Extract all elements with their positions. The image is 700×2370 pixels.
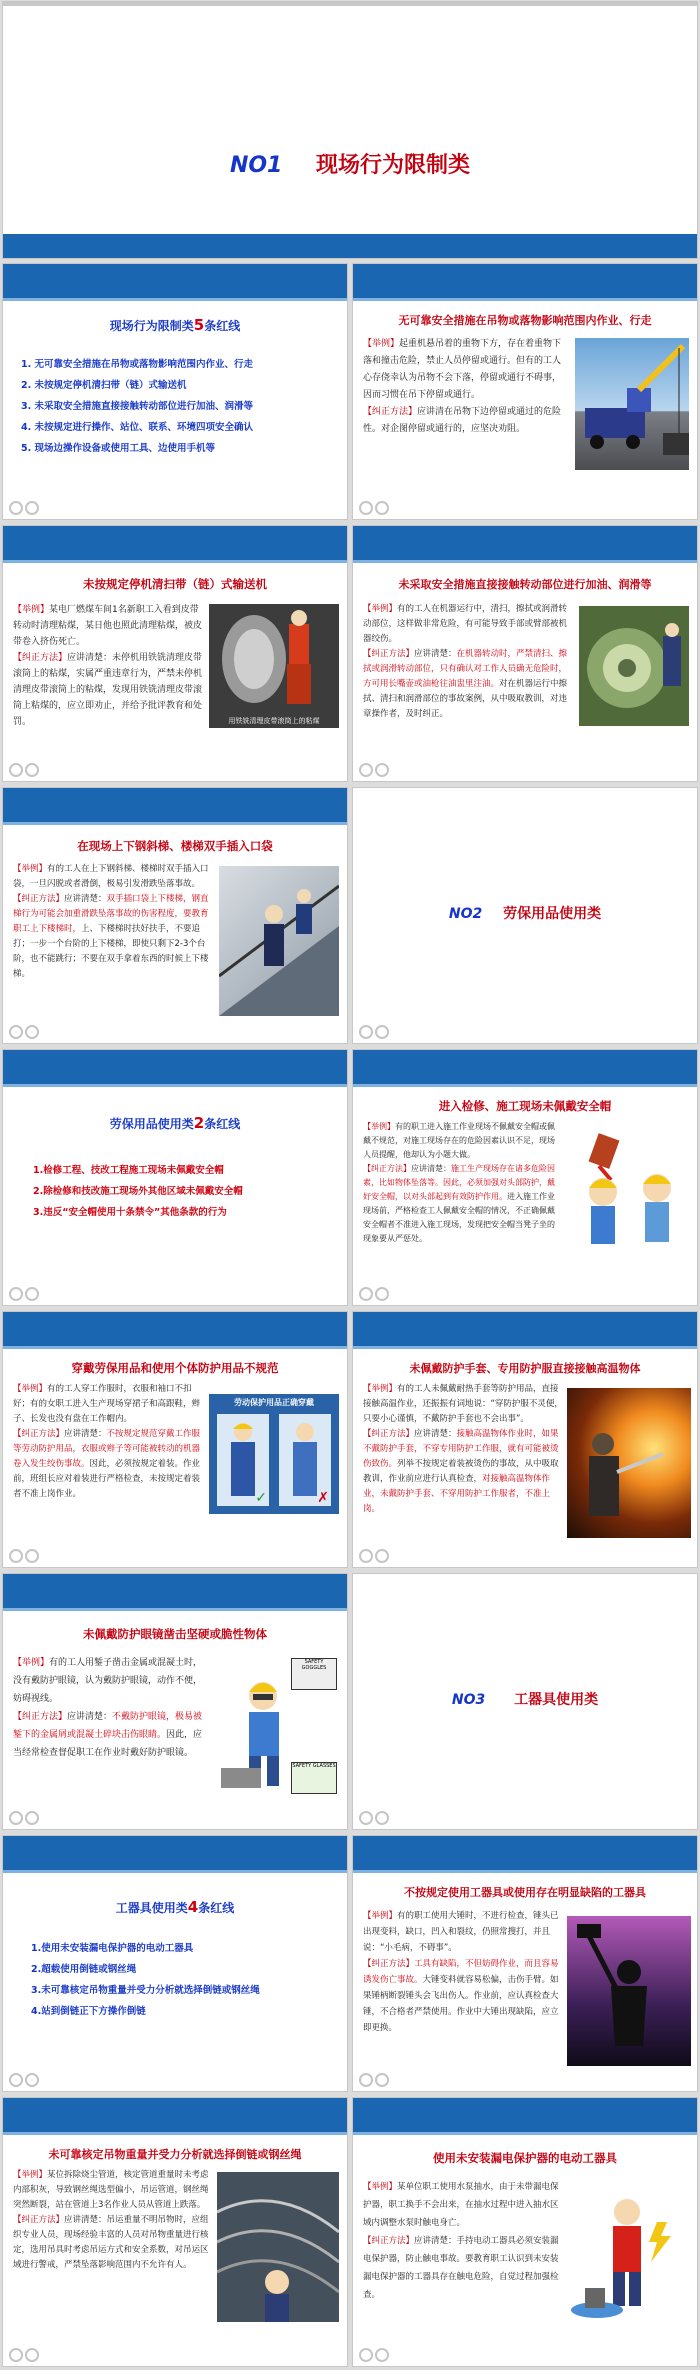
slide-header-bar — [3, 1836, 347, 1870]
fix-text: 列举不按规定着装被烫伤的事故，从中吸取教训，作业前应进行认真检查， — [363, 1459, 559, 1484]
title-number: 2 — [193, 1114, 205, 1132]
slide-header-bar — [353, 526, 697, 560]
fix-text: 应讲清楚：吊运重量不明吊物时，应组织专业人员，现场经验丰富的人员对吊物重量进行核定，选用吊具时考虑吊运方式和安全系数，对吊运区域进行警戒，严禁坠落影响范围内不允许有人。 — [13, 2215, 209, 2270]
cover-bottom-bar — [3, 234, 697, 258]
poster-title: 劳动保护用品正确穿戴 — [234, 1398, 314, 1407]
rule-item: 4.站到倒链正下方操作倒链 — [31, 2006, 146, 2017]
fix-tag: 【纠正方法】 — [363, 1959, 415, 1969]
fix-intro: 应讲清楚： — [414, 1429, 457, 1439]
slide-title: 未佩戴防护手套、专用防护服直接接触高温物体 — [409, 1362, 641, 1375]
slide-header-bar — [353, 264, 697, 298]
case-text: 有的工人未佩戴耐热手套等防护用品，直接接触高温作业，还振振有词地说：“穿防护服不灵便，只要小心谨慎，不戴防护手套也不会出事”。 — [363, 1384, 563, 1424]
fix-emphasis: 不按规定规范穿戴工作服等劳动防护用品，衣服或辫子等可能被转动的机器卷入发生绞伤事故。 — [13, 1429, 201, 1469]
slide-body — [363, 602, 575, 722]
poster-bad-mark: ✗ — [317, 1490, 329, 1506]
furnace-photo — [567, 1388, 691, 1538]
slide-body — [363, 1120, 559, 1246]
case-tag: 【举例】 — [13, 2170, 48, 2180]
slide-tools-rules — [3, 1836, 347, 2091]
slide-header-bar — [353, 1050, 697, 1084]
title-number: 4 — [187, 1898, 199, 1916]
title-text: 现场行为限制类 — [109, 319, 194, 333]
case-text: 有的职工使用大锤时，不进行检查，锤头已出现变料，缺口，凹入和裂纹，仍照常搜打，并且说：“小毛病，不碍事”。 — [363, 1911, 559, 1953]
title-number: 5 — [193, 316, 205, 334]
rule-item: 3.违反“安全帽使用十条禁令”其他条款的行为 — [33, 1207, 227, 1218]
slide-header-bar — [3, 1574, 347, 1608]
rule-item: 1.检修工程、技改工程施工现场未佩戴安全帽 — [33, 1165, 224, 1176]
slide-header-bar — [3, 526, 347, 560]
fix-tag: 【纠正方法】 — [363, 649, 415, 659]
section-heading — [353, 1689, 697, 1709]
rule-item: 1.使用未安装漏电保护器的电动工器具 — [31, 1943, 194, 1954]
section-number: NO3 — [451, 1692, 486, 1708]
title-suffix: 条红线 — [204, 319, 241, 333]
footer-logo — [359, 501, 393, 515]
stairs-photo — [219, 866, 339, 1016]
stairs-icon — [219, 866, 339, 1016]
footer-logo — [359, 763, 393, 777]
case-tag: 【举例】 — [363, 1911, 398, 1921]
slide-cover-no3 — [353, 1574, 697, 1829]
section-number: NO1 — [229, 153, 283, 178]
footer-logo — [9, 1811, 43, 1825]
slide-header-bar — [353, 1836, 697, 1870]
fix-intro: 应讲清楚： — [67, 1712, 113, 1722]
fix-intro: 应讲清楚： — [414, 649, 457, 659]
title-text: 工器具使用类 — [115, 1901, 188, 1915]
case-text: 有的工人在机器运行中，清扫，擦拭或润滑转动部位，这样做非常危险，有可能导致手部或臂部被机器绞伤。 — [363, 604, 568, 644]
case-text: 起重机悬吊着的重物下方，存在着重物下落和撞击危险，禁止人员停留或通行。但有的工人心存侥幸认为吊物不会下落，停留或通行不碍事，因而习惯在吊下停留或通行。 — [363, 339, 562, 400]
case-text: 有的工人穿工作服时，衣服和袖口不扣好；有的女职工进入生产现场穿裙子和高跟鞋，辫子、长发也没有盘在工作帽内。 — [13, 1384, 201, 1424]
poster-ok-mark: ✓ — [255, 1490, 267, 1506]
slide-title: 未按规定停机清扫带（链）式输送机 — [83, 577, 267, 591]
footer-logo — [9, 2073, 43, 2087]
poster-panel-correct — [217, 1414, 269, 1506]
conveyor-roller-icon — [209, 604, 339, 714]
sledgehammer-photo — [567, 1916, 691, 2066]
slide-title: 在现场上下钢斜梯、楼梯双手插入口袋 — [77, 839, 273, 853]
goggles-cartoon — [215, 1656, 339, 1796]
footer-logo — [9, 1549, 43, 1563]
footer-logo — [359, 2073, 393, 2087]
sign-top-text: SAFETY GOGGLES — [301, 1659, 327, 1671]
wire-rope-icon — [217, 2172, 339, 2322]
rule-item: 2.除检修和技改施工现场外其他区域未佩戴安全帽 — [33, 1186, 243, 1197]
fix-text: 进入施工作业现场前，严格检查工人佩戴安全帽的情况，不正确佩戴安全帽者不准进入施工现场，发现把安全帽当凳子坐的现象要从严惩处。 — [363, 1192, 555, 1243]
fix-text: 应讲清楚：手持电动工器具必须安装漏电保护器，防止触电事故。要教育职工认识到未安装漏电保护器的工器具存在触电危险，自觉过程加强检查。 — [363, 2236, 559, 2300]
fix-text: 因此，必须按规定着装。作业前，班组长应对着装进行严格检查，未按规定着装者不准上岗作业。 — [13, 1459, 201, 1499]
fix-text: 因此，应当经常检查督促职工在作业时戴好防护眼镜。 — [13, 1730, 203, 1758]
fix-tag: 【纠正方法】 — [13, 653, 68, 663]
section-title: 劳保用品使用类 — [503, 906, 602, 922]
slide-header-bar — [3, 1312, 347, 1346]
footer-logo — [359, 1025, 393, 1039]
footer-logo — [9, 1287, 43, 1301]
fix-tag: 【纠正方法】 — [13, 2215, 65, 2225]
slide-title: 未可靠核定吊物重量并受力分析就选择倒链或钢丝绳 — [48, 2148, 302, 2161]
fix-text: 上、下楼梯时扶好扶手，不要追打；一步一个台阶的上下楼梯，即使只剩下2-3个台阶，也不能跳行；不要在双手拿着东西的时候上下楼梯。 — [13, 924, 209, 979]
poster-panel-wrong — [279, 1414, 331, 1506]
slide-ppe-rules — [3, 1050, 347, 1305]
footer-logo — [9, 1025, 43, 1039]
slide-title: 无可靠安全措施在吊物或落物影响范围内作业、行走 — [398, 314, 652, 327]
slide-body — [13, 602, 205, 730]
slide-body — [363, 1382, 563, 1517]
slide-header-bar — [3, 1050, 347, 1084]
slide-behavior-rules — [3, 264, 347, 519]
fix-tag: 【纠正方法】 — [363, 2236, 415, 2246]
case-tag: 【举例】 — [13, 1658, 50, 1668]
section-heading — [3, 148, 697, 179]
sign-goggles — [291, 1658, 337, 1690]
fix-emphasis: 双手插口袋上下楼梯，钢直梯行为可能会加重滑跌坠落事故的伤害程度，要教育职工上下楼梯时， — [13, 894, 209, 934]
fix-tag: 【纠正方法】 — [363, 1164, 411, 1173]
fix-emphasis: 接触高温物体作业时，如果不戴防护手套，不穿专用防护工作服，就有可能被烫伤致伤。 — [363, 1429, 559, 1469]
photo-caption: 用铁铣清理皮带滚筒上的粘煤 — [228, 717, 320, 725]
gear-icon — [579, 606, 689, 726]
footer-logo — [9, 2348, 43, 2362]
slide-conveyor-cleaning — [3, 526, 347, 781]
sign-bottom-text: SAFETY GLASSES — [292, 1763, 336, 1769]
case-text: 有的工人在上下钢斜梯、楼梯时双手插入口袋，一旦闪脱或者滑倒，极易引发滑跌坠落事故。 — [13, 864, 209, 889]
footer-logo — [9, 501, 43, 515]
fix-text: 大锤变料就容易松偏，击伤手臂。如果锤柄断裂锤头会飞出伤人。作业前，应认真检查大锤，不合格者严禁使用。作业中大锤出现缺陷，应立即更换。 — [363, 1975, 559, 2033]
slide-header-bar — [3, 2098, 347, 2132]
fix-emphasis: 不戴防护眼镜，极易被錾下的金属屑或混凝土碎块击伤眼睛。 — [13, 1712, 203, 1740]
slide-heat-protection — [353, 1312, 697, 1567]
electric-shock-icon — [567, 2182, 689, 2322]
fix-tag: 【纠正方法】 — [363, 407, 418, 417]
case-tag: 【举例】 — [13, 864, 48, 874]
fix-tag: 【纠正方法】 — [13, 1429, 65, 1439]
hammer-worker-icon — [567, 1916, 691, 2066]
fix-text: 应讲清楚：未停机用铁铣清理皮带滚筒上的粘煤，实属严重违章行为，严禁未停机清理皮带滚筒上的粘煤，发现用铁铣清理皮带滚筒上粘煤的，应立即劝止，并给予批评教育和处罚。 — [13, 653, 203, 727]
rule-item: 2. 未按规定停机清扫带（链）式输送机 — [21, 380, 187, 391]
slide-title: 使用未安装漏电保护器的电动工器具 — [433, 2151, 617, 2165]
rules-list — [33, 1160, 339, 1223]
crane-photo — [575, 338, 689, 470]
slide-header-bar — [3, 788, 347, 822]
case-text: 有的工人用錾子凿击金属或混凝土时，没有戴防护眼镜，认为戴防护眼镜，动作不便，妨碍视线。 — [13, 1658, 203, 1704]
machine-photo — [579, 606, 689, 726]
fix-tag: 【纠正方法】 — [13, 1712, 68, 1722]
slide-header-bar — [353, 2098, 697, 2132]
case-text: 有的职工进入施工作业现场不佩戴安全帽或佩戴不规范，对施工现场存在的危险因素认识不足，现场人员提醒，他却认为小题大做。 — [363, 1122, 555, 1159]
section-title: 工器具使用类 — [514, 1692, 599, 1708]
case-tag: 【举例】 — [363, 1122, 395, 1131]
case-tag: 【举例】 — [363, 2182, 398, 2192]
footer-logo — [9, 763, 43, 777]
slide-body — [13, 1382, 203, 1502]
case-tag: 【举例】 — [13, 1384, 48, 1394]
slide-body — [13, 1654, 203, 1762]
slide-stairs-hands-in-pockets — [3, 788, 347, 1043]
electrocution-cartoon — [567, 2182, 689, 2322]
slide-hard-hat — [353, 1050, 697, 1305]
fix-text: 对在机器运行中擦拭、清扫和润滑部位的事故案例，从中吸取教训，对违章操作者，及时纠正。 — [363, 679, 568, 719]
fix-tag: 【纠正方法】 — [363, 1429, 415, 1439]
rules-list — [31, 1938, 339, 2022]
case-tag: 【举例】 — [13, 605, 50, 615]
slide-cover-no2 — [353, 788, 697, 1043]
rule-item: 4. 未按规定进行操作、站位、联系、环境四项安全确认 — [21, 422, 254, 433]
case-tag: 【举例】 — [363, 339, 400, 349]
workwear-poster — [209, 1394, 339, 1514]
rule-item: 3. 未采取安全措施直接接触转动部位进行加油、润滑等 — [21, 401, 254, 412]
section-title: 现场行为限制类 — [316, 153, 471, 178]
hard-hat-workers-icon — [565, 1130, 691, 1260]
cover-top-line — [3, 2, 697, 6]
case-tag: 【举例】 — [363, 1384, 398, 1394]
section-heading — [353, 903, 697, 923]
footer-logo — [359, 1287, 393, 1301]
slide-title: 未采取安全措施直接接触转动部位进行加油、润滑等 — [398, 578, 652, 591]
fix-text: 应讲清在吊物下边停留或通过的危险性。对企图停留或通行的，应坚决劝阻。 — [363, 407, 562, 434]
slide-title: 不按规定使用工器具或使用存在明显缺陷的工器具 — [404, 1886, 646, 1899]
slide-title — [13, 316, 337, 334]
fix-intro: 应讲清楚： — [64, 894, 107, 904]
slide-hoist-rope-selection — [3, 2098, 347, 2366]
slide-body — [363, 336, 568, 438]
slide-body — [363, 1908, 563, 2036]
slide-title: 穿戴劳保用品和使用个体防护用品不规范 — [71, 1361, 279, 1375]
slide-body — [13, 2168, 213, 2273]
slide-lifting-zone — [353, 264, 697, 519]
title-suffix: 条红线 — [204, 1117, 241, 1131]
rule-item: 5. 现场边操作设备或使用工具、边使用手机等 — [21, 443, 216, 454]
section-number: NO2 — [448, 906, 483, 922]
footer-logo — [359, 1811, 393, 1825]
wire-rope-photo — [217, 2172, 339, 2322]
slide-body — [363, 2178, 563, 2304]
slide-defective-tools — [353, 1836, 697, 2091]
slide-cover-no1 — [3, 2, 697, 258]
rules-list — [21, 354, 339, 459]
title-text: 劳保用品使用类 — [109, 1117, 194, 1131]
slide-title — [13, 1898, 337, 1916]
case-tag: 【举例】 — [363, 604, 398, 614]
slide-header-bar — [3, 264, 347, 298]
fix-tag: 【纠正方法】 — [13, 894, 65, 904]
fix-emphasis-2: 对接触高温物体作业，未戴防护手套、不穿用防护工作服者，不准上岗。 — [363, 1474, 551, 1514]
sign-glasses — [291, 1762, 337, 1794]
fix-intro: 应讲清楚： — [64, 1429, 107, 1439]
fix-emphasis: 在机器转动时，严禁清扫、擦拭或润滑转动部位，只有确认对工作人员确无危险时，方可用长嘴壶或油枪往油盅里注油。 — [363, 649, 568, 689]
case-text: 某电厂燃煤车间1名新职工入看到皮带转动时清理粘煤，某日他也照此清理粘煤，被皮带卷入挤伤死亡。 — [13, 605, 203, 647]
slide-title: 进入检修、施工现场未佩戴安全帽 — [438, 1099, 612, 1113]
slide-title: 未佩戴防护眼镜凿击坚硬或脆性物体 — [83, 1627, 267, 1641]
fix-emphasis: 工具有缺陷，不但妨碍作业，而且容易诱发伤亡事故。 — [363, 1959, 559, 1985]
conveyor-photo — [209, 604, 339, 728]
slide-header-bar — [353, 1312, 697, 1346]
title-suffix: 条红线 — [198, 1901, 235, 1915]
furnace-worker-icon — [567, 1388, 691, 1538]
fix-emphasis: 施工生产现场存在诸多危险因素，比如物体坠落等。因此，必须加强对头部防护，戴好安全帽，以对头部起到有效防护作用。 — [363, 1164, 555, 1201]
rule-item: 2.超载使用倒链或钢丝绳 — [31, 1964, 137, 1975]
hard-hat-cartoon — [565, 1130, 691, 1260]
rule-item: 1. 无可靠安全措施在吊物或落物影响范围内作业、行走 — [21, 359, 254, 370]
slide-leakage-protector — [353, 2098, 697, 2366]
case-text: 某位拆除烧尘管道，核定管道重量时未考虑内部积灰，导致钢丝绳选型偏小，吊运管道，钢丝绳突然断裂，站在管道上3名作业人员从管道上跌落。 — [13, 2170, 209, 2210]
case-text: 某单位职工使用水泵抽水，由于未带漏电保护器，职工换手不会出来，在抽水过程中进入抽水区域内调整水泵时触电身亡。 — [363, 2182, 559, 2228]
slide-title — [13, 1114, 337, 1132]
slide-body — [13, 862, 213, 982]
footer-logo — [359, 1549, 393, 1563]
rule-item: 3.未可靠核定吊物重量并受力分析就选择倒链或钢丝绳 — [31, 1985, 260, 1996]
slide-rotating-parts — [353, 526, 697, 781]
crane-icon — [575, 338, 689, 470]
footer-logo — [359, 2348, 393, 2362]
slide-safety-goggles — [3, 1574, 347, 1829]
slide-workwear — [3, 1312, 347, 1567]
fix-intro: 应讲清楚： — [411, 1164, 451, 1173]
